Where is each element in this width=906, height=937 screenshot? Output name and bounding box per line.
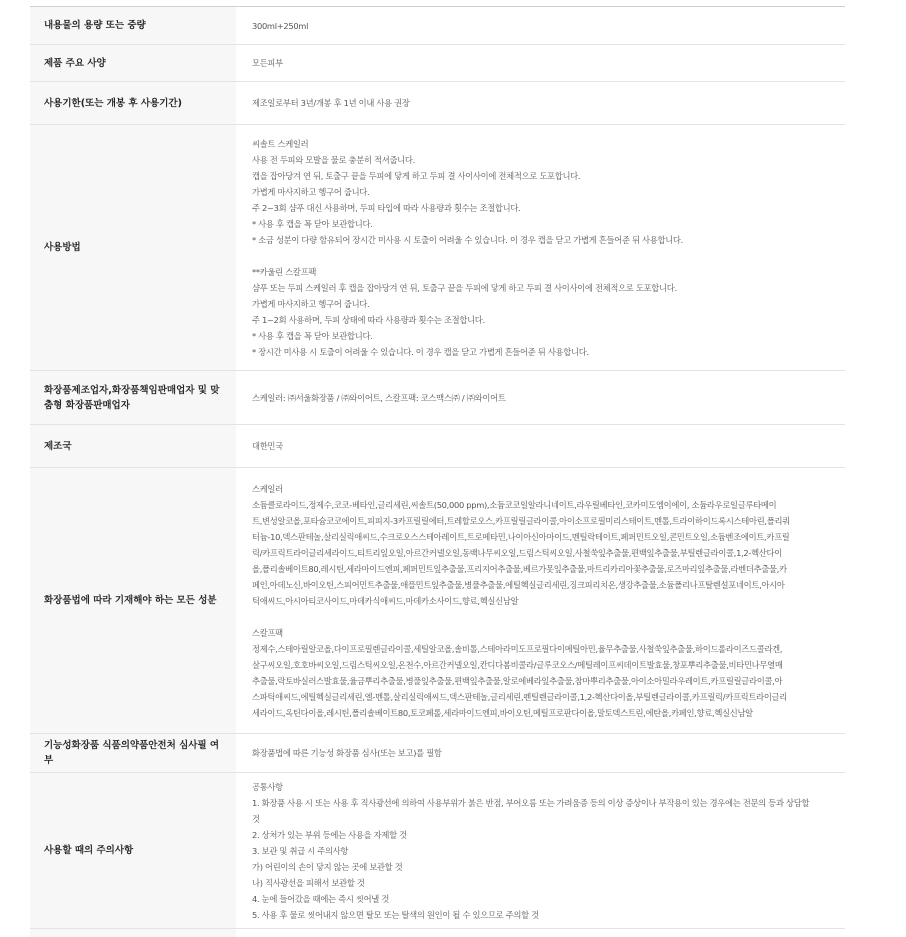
info-row-value xyxy=(236,7,845,44)
info-row xyxy=(30,425,845,468)
info-row xyxy=(30,468,845,734)
info-row-value xyxy=(236,734,845,772)
info-row xyxy=(30,6,845,45)
info-row-label: 내용물의 용량 또는 중량 xyxy=(30,7,236,44)
info-line: 스칼프팩 xyxy=(252,627,283,638)
info-line: * 사용 후 캡을 꼭 닫아 보관합니다. xyxy=(252,330,373,341)
info-line: 나) 직사광선을 피해서 보관할 것 xyxy=(252,877,365,888)
info-row-label: 화장품법에 따라 기재해야 하는 모든 성분 xyxy=(30,468,236,733)
info-line: 세라이드,옥틴다이올,레시틴,폴리솔베이트80,토코페롤,세라마이드엔피,바이오틴,메틸프로판다이올,말토덱스트린,에탄올,카페인,향료,헥실신남알 xyxy=(252,707,753,718)
info-row xyxy=(30,82,845,125)
info-line: 틱애씨드,아시아티코사이드,마데카식애씨드,마데카소사이드,향료,헥실신남알 xyxy=(252,595,519,606)
table-continuation xyxy=(30,929,236,937)
info-row xyxy=(30,45,845,82)
info-row-label: 제조국 xyxy=(30,425,236,467)
info-line: * 소금 성분이 다량 함유되어 장시간 미사용 시 토출이 어려울 수 있습니다. 이 경우 캡을 닫고 가볍게 흔들어준 뒤 사용합니다. xyxy=(252,234,683,245)
info-line: 300ml+250ml xyxy=(252,20,309,31)
info-row-label: 사용방법 xyxy=(30,125,236,370)
info-line: 정제수,스테아릴알코올,다이프로필렌글라이콜,세틸알코올,솔비톨,스테아라미도프로필다이메틸아민,율무추출물,사철쑥잎추출물,하이드롤라이즈드콜라겐, xyxy=(252,643,783,654)
info-line: 스케일러: ㈜서울화장품 / ㈜와이어트, 스칼프팩: 코스맥스㈜ / ㈜와이어트 xyxy=(252,392,506,403)
info-row xyxy=(30,125,845,371)
info-line: 릭/카프릭트라이글리세라이드,티트리잎오일,아르간커넬오일,동백나무씨오일,드림스틱씨오일,사철쑥잎추출물,편백잎추출물,부틸렌글라이콜,1,2-헥산다이 xyxy=(252,547,782,558)
info-line: 2. 상처가 있는 부위 등에는 사용을 자제할 것 xyxy=(252,829,407,840)
info-row-label: 화장품제조업자,화장품책임판매업자 및 맞춤형 화장품판매업자 xyxy=(30,371,236,424)
info-line: 스파틱애씨드,에틸헥실글리세린,엘-멘톨,살리실릭애씨드,덱스판테놀,글리세린,펜틸렌글라이콜,1,2-헥산다이올,부틸렌글라이콜,카프릴릭/카프릭트라이글리 xyxy=(252,691,787,702)
info-row-label: 제품 주요 사양 xyxy=(30,45,236,81)
info-line: 주 1~2회 사용하며, 두피 상태에 따라 사용량과 횟수는 조절합니다. xyxy=(252,314,485,325)
info-row xyxy=(30,371,845,425)
info-line: 제조일로부터 3년/개봉 후 1년 이내 사용 권장 xyxy=(252,98,410,108)
info-row-value xyxy=(236,371,845,424)
info-line: 모든피부 xyxy=(252,58,283,68)
info-line: 가) 어린이의 손이 닿지 않는 곳에 보관할 것 xyxy=(252,861,403,872)
info-row-label: 사용할 때의 주의사항 xyxy=(30,773,236,928)
info-line: 사용 전 두피와 모발을 물로 충분히 적셔줍니다. xyxy=(252,154,415,165)
info-row xyxy=(30,734,845,773)
info-line: 스케일러 xyxy=(252,483,283,494)
info-line xyxy=(252,248,837,264)
info-line: 것 xyxy=(252,813,260,824)
product-info-table xyxy=(30,6,845,937)
info-line: 대한민국 xyxy=(252,441,283,451)
info-line: 3. 보관 및 취급 시 주의사항 xyxy=(252,845,349,856)
info-line: 가볍게 마사지하고 헹구어 줍니다. xyxy=(252,186,370,197)
info-row xyxy=(30,773,845,929)
info-line: 터늄-10,덱스판테놀,살리실릭애씨드,수크로오스스테아레이트,트로메타민,나이아신아마이드,멘틸락테이트,페퍼민트오일,콘민트오일,소듐벤조에이트,카프릴 xyxy=(252,531,790,542)
info-line: 캡을 잡아당겨 연 뒤, 토출구 끝을 두피에 닿게 하고 두피 결 사이사이에 전체적으로 도포합니다. xyxy=(252,170,581,181)
info-line: 가볍게 마사지하고 헹구어 줍니다. xyxy=(252,298,370,309)
info-row-value xyxy=(236,125,845,370)
info-line: 트,변성알코올,포타슘코코에이트,피피지-3카프릴릴에터,트레할로오스,카프릴릴글라이콜,아이소프로필미리스테이트,멘톨,트라이하이드록시스테아린,폴리쿼 xyxy=(252,515,790,526)
info-line: * 장시간 미사용 시 토출이 어려울 수 있습니다. 이 경우 캡을 닫고 가볍게 흔들어준 뒤 사용합니다. xyxy=(252,346,589,357)
info-line: 샴푸 또는 두피 스케일러 후 캡을 잡아당겨 연 뒤, 토출구 끝을 두피에 닿게 하고 두피 결 사이사이에 전체적으로 도포합니다. xyxy=(252,282,677,293)
info-line: 소듐클로라이드,정제수,코코-베타인,글리세린,씨솔트(50,000 ppm),소듐코코일알라니네이트,라우릴베타인,코카미도엠이에이, 소듐라우로일글루타메이 xyxy=(252,499,777,510)
info-line: 공통사항 xyxy=(252,781,283,792)
info-line: 주 2~3회 샴푸 대신 사용하며, 두피 타입에 따라 사용량과 횟수는 조절합니다. xyxy=(252,202,521,213)
info-line: 살구씨오일,호호바씨오일,드림스틱씨오일,온천수,아르간커넬오일,칸디다봄비콜라/글루코오스/메틸레이프씨데이트발효물,창포뿌리추출물,비타민나무열매 xyxy=(252,659,783,670)
info-line: 4. 눈에 들어갔을 때에는 즉시 씻어낼 것 xyxy=(252,893,390,904)
info-row-label: 기능성화장품 식품의약품안전처 심사필 여부 xyxy=(30,734,236,772)
info-line: 올,폴리솔베이트80,레시틴,세라마이드엔피,페퍼민트잎추출물,프리지어추출물,베르가못잎추출물,마트리카리아꽃추출물,로즈마리잎추출물,라벤더추출물,카 xyxy=(252,563,787,574)
info-line xyxy=(252,609,837,625)
info-line: 페인,아데노신,바이오틴,스피어민트추출물,애플민트잎추출물,병풀추출물,에틸헥실글리세린,징크피리치온,생강추출물,소듐폴리나프탈렌설포네이트,아시아 xyxy=(252,579,785,590)
info-line: 1. 화장품 사용 시 또는 사용 후 직사광선에 의하여 사용부위가 붉은 반점, 부어오름 또는 가려움증 등의 이상 증상이나 부작용이 있는 경우에는 전문의 등과 상담할 xyxy=(252,797,810,808)
info-line: 5. 사용 후 물로 씻어내지 않으면 탈모 또는 탈색의 원인이 될 수 있으므로 주의할 것 xyxy=(252,909,539,920)
info-row-value xyxy=(236,425,845,467)
info-row-value xyxy=(236,773,845,928)
info-row-value xyxy=(236,468,845,733)
info-line: **카울린 스칼프팩 xyxy=(252,266,317,277)
info-line: * 사용 후 캡을 꼭 닫아 보관합니다. xyxy=(252,218,373,229)
info-line: 씨솔트 스케일러 xyxy=(252,138,309,149)
info-row-value xyxy=(236,45,845,81)
info-line: 화장품법에 따른 기능성 화장품 심사(또는 보고)를 필함 xyxy=(252,748,442,758)
info-row-label: 사용기한(또는 개봉 후 사용기간) xyxy=(30,82,236,124)
info-line: 추출물,락토바실러스발효물,율금뿌리추출물,병풀잎추출물,편백잎추출물,알로에베라잎추출물,참마뿌리추출물,아이소아밀라우레이트,카프릴릴글라이콜,아 xyxy=(252,675,783,686)
info-row-value xyxy=(236,82,845,124)
